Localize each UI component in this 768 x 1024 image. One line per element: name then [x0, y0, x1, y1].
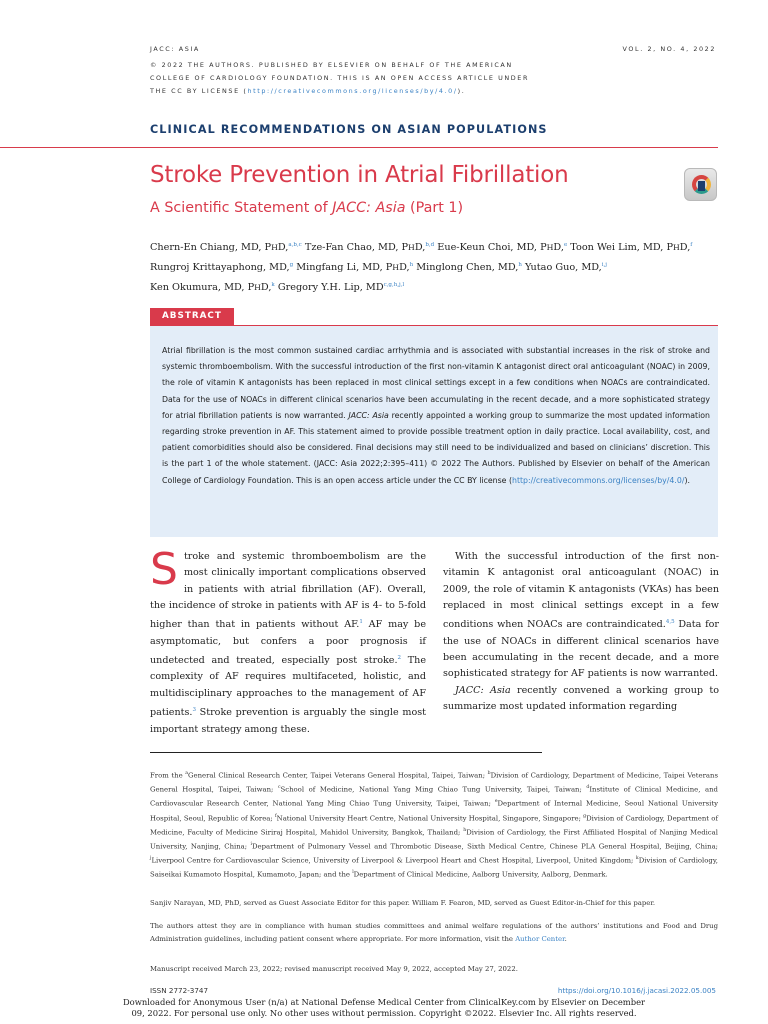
abstract-license-link[interactable]: http://creativecommons.org/licenses/by/4.0/ [512, 475, 685, 485]
author[interactable]: Tze-Fan Chao, MD, PHD,$^{b,d}$ [304, 242, 435, 254]
author[interactable]: Minglong Chen, MD,$^h$ [416, 261, 522, 273]
license-link[interactable]: http://creativecommons.org/licenses/by/4.0/ [247, 87, 458, 95]
author-center-link[interactable]: Author Center [515, 934, 565, 943]
article-title: Stroke Prevention in Atrial Fibrillation [150, 162, 569, 188]
license-text-end: ). [457, 87, 466, 95]
author[interactable]: Toon Wei Lim, MD, PHD,$^f$ [570, 242, 693, 254]
paragraph: JACC: Asia recently convened a working group to summarize most updated information regarding [443, 684, 719, 712]
citation-link[interactable]: 1 [359, 619, 363, 626]
drop-cap: S [150, 544, 178, 595]
volume-info: VOL. 2, NO. 4, 2022 [622, 45, 716, 53]
subtitle-journal: JACC: Asia [332, 200, 406, 216]
citation-link[interactable]: 3 [192, 707, 196, 714]
section-label: CLINICAL RECOMMENDATIONS ON ASIAN POPULATIONS [150, 123, 548, 136]
crossmark-icon[interactable] [684, 168, 717, 201]
affiliations: From the $^a$General Clinical Research Center, Taipei Veterans General Hospital, Taipei, Taiwan; $^b$Division of Cardiology, Department of Medicine, Taipei Veterans General Hospital, Taipei, Taiwan; $^c$School of Medicine, National Yang Ming Chiao Tung University, Taipei, Taiwan; $^d$Institute of Clinical Medicine, and Cardiovascular Research Center, National Yang Ming Chiao Tung University, Taipei, Taiwan; $^e$Department of Internal Medicine, Seoul National University Hospital, Seoul, Republic of Korea; $^f$National University Heart Centre, National University Hospital, Singapore, Singapore; $^g$Division of Cardiology, Department of Medicine, Faculty of Medicine Siriraj Hospital, Mahidol University, Bangkok, Thailand; $^h$Division of Cardiology, the First Affiliated Hospital of Nanjing Medical University, Nanjing, China; $^i$Department of Pulmonary Vessel and Thrombotic Disease, Sixth Medical Centre, Chinese PLA General Hospital, Beijing, China; $^j$Liverpool Centre for Cardiovascular Science, University of Liverpool & Liverpool Heart and Chest Hospital, Liverpool, United Kingdom; $^k$Division of Cardiology, Saiseikai Kumamoto Hospital, Kumamoto, Japan; and the $^l$Department of Clinical Medicine, Aalborg University, Aalborg, Denmark. [150, 771, 719, 879]
author[interactable]: Ken Okumura, MD, PHD,$^k$ [150, 281, 275, 293]
citation-link[interactable]: 2 [397, 654, 402, 661]
author[interactable]: Mingfang Li, MD, PHD,$^h$ [296, 261, 414, 273]
body-column-left: Stroke and systemic thromboembolism are the most clinically important complications observed in patients with atrial fibrillation (AF). Overall, the incidence of stroke in patients with AF is 4- to 5-fold higher than that in patients without AF.$^1$ AF may be asymptomatic, but confers a poor prognosis if undetected and treated, especially post stroke.$^2$ The complexity of AF requires multifaceted, holistic, and multidisciplinary approaches to the management of AF patients.$^3$ Stroke prevention is arguably the single most important strategy among these. [150, 544, 426, 735]
manuscript-dates: Manuscript received March 23, 2022; revised manuscript received May 9, 2022, accepted May 27, 2022. [150, 965, 518, 973]
license-line-3 [150, 87, 465, 95]
license-line-2: COLLEGE OF CARDIOLOGY FOUNDATION. THIS IS AN OPEN ACCESS ARTICLE UNDER [150, 74, 529, 82]
doi-link[interactable]: https://doi.org/10.1016/j.jacasi.2022.05.005 [557, 986, 716, 995]
article-subtitle [150, 200, 463, 216]
subtitle-prefix: A Scientific Statement of [150, 200, 333, 216]
editor-note: Sanjiv Narayan, MD, PhD, served as Guest Associate Editor for this paper. William F. Fearon, MD, served as Guest Editor-in-Chief for this paper. [150, 899, 656, 907]
attestation-note: The authors attest they are in compliance with human studies committees and animal welfare regulations of the authors’ institutions and Food and Drug Administration guidelines, including patient consent where appropriate. For more information, visit the Author Center. [150, 922, 718, 943]
download-notice-2: 09, 2022. For personal use only. No other uses without permission. Copyright ©2022. Elsevier Inc. All rights reserved. [131, 1008, 637, 1018]
paragraph: With the successful introduction of the first non-vitamin K antagonist oral anticoagulant (NOAC) in 2009, the role of vitamin K antagonists (VKAs) has been replaced in most clinical settings except in a few conditions when NOACs are contraindicated.$^{4,5}$ Data for the use of NOACs in different clinical scenarios have been accumulating in the recent decade, and a more sophisticated strategy for AF patients is now warranted. [443, 551, 719, 680]
author-list [150, 237, 720, 296]
subtitle-suffix: (Part 1) [405, 200, 464, 216]
author[interactable]: Chern-En Chiang, MD, PHD,$^{a,b,c}$ [150, 242, 302, 254]
license-text: THE CC BY LICENSE ( [150, 87, 248, 95]
section-divider [0, 147, 718, 148]
author[interactable]: Yutao Guo, MD,$^{i,j}$ [525, 261, 607, 273]
download-notice-1: Downloaded for Anonymous User (n/a) at National Defense Medical Center from ClinicalKey.com by Elsevier on December [122, 997, 646, 1007]
crossmark-bookmark [698, 181, 705, 191]
author[interactable]: Rungroj Krittayaphong, MD,$^g$ [150, 261, 294, 273]
body-column-right [443, 549, 719, 715]
author[interactable]: Eue-Keun Choi, MD, PHD,$^e$ [437, 242, 568, 254]
footnote-divider [150, 752, 542, 753]
license-line-1: © 2022 THE AUTHORS. PUBLISHED BY ELSEVIER ON BEHALF OF THE AMERICAN [150, 61, 513, 69]
author[interactable]: Gregory Y.H. Lip, MD$^{c,g,h,j,l}$ [277, 281, 405, 293]
abstract-text: Atrial fibrillation is the most common sustained cardiac arrhythmia and is associated with substantial increases in the risk of stroke and systemic thromboembolism. With the successful introduction of the first non-vitamin K antagonist direct oral anticoagulant (NOAC) in 2009, the role of vitamin K antagonists has been replaced in most clinical settings except in a few conditions when NOACs are contraindicated. Data for the use of NOACs in different clinical scenarios have been accumulating in the recent decade, and a more sophisticated strategy for atrial fibrillation patients is now warranted. JACC: Asia recently appointed a working group to summarize the most updated information regarding stroke prevention in AF. This statement aimed to provide possible treatment option in daily practice. Local availability, cost, and patient comorbidities should also be considered. Final decisions may still need to be individualized and based on clinicians’ discretion. This is the part 1 of the whole statement. (JACC: Asia 2022;2:395–411) © 2022 The Authors. Published by Elsevier on behalf of the American College of Cardiology Foundation. This is an open access article under the CC BY license (http://creativecommons.org/licenses/by/4.0/). [162, 346, 710, 485]
abstract-label: ABSTRACT [150, 308, 234, 326]
issn: ISSN 2772-3747 [150, 986, 209, 995]
journal-name: JACC: ASIA [150, 45, 200, 53]
citation-link[interactable]: 4,5 [665, 619, 675, 626]
